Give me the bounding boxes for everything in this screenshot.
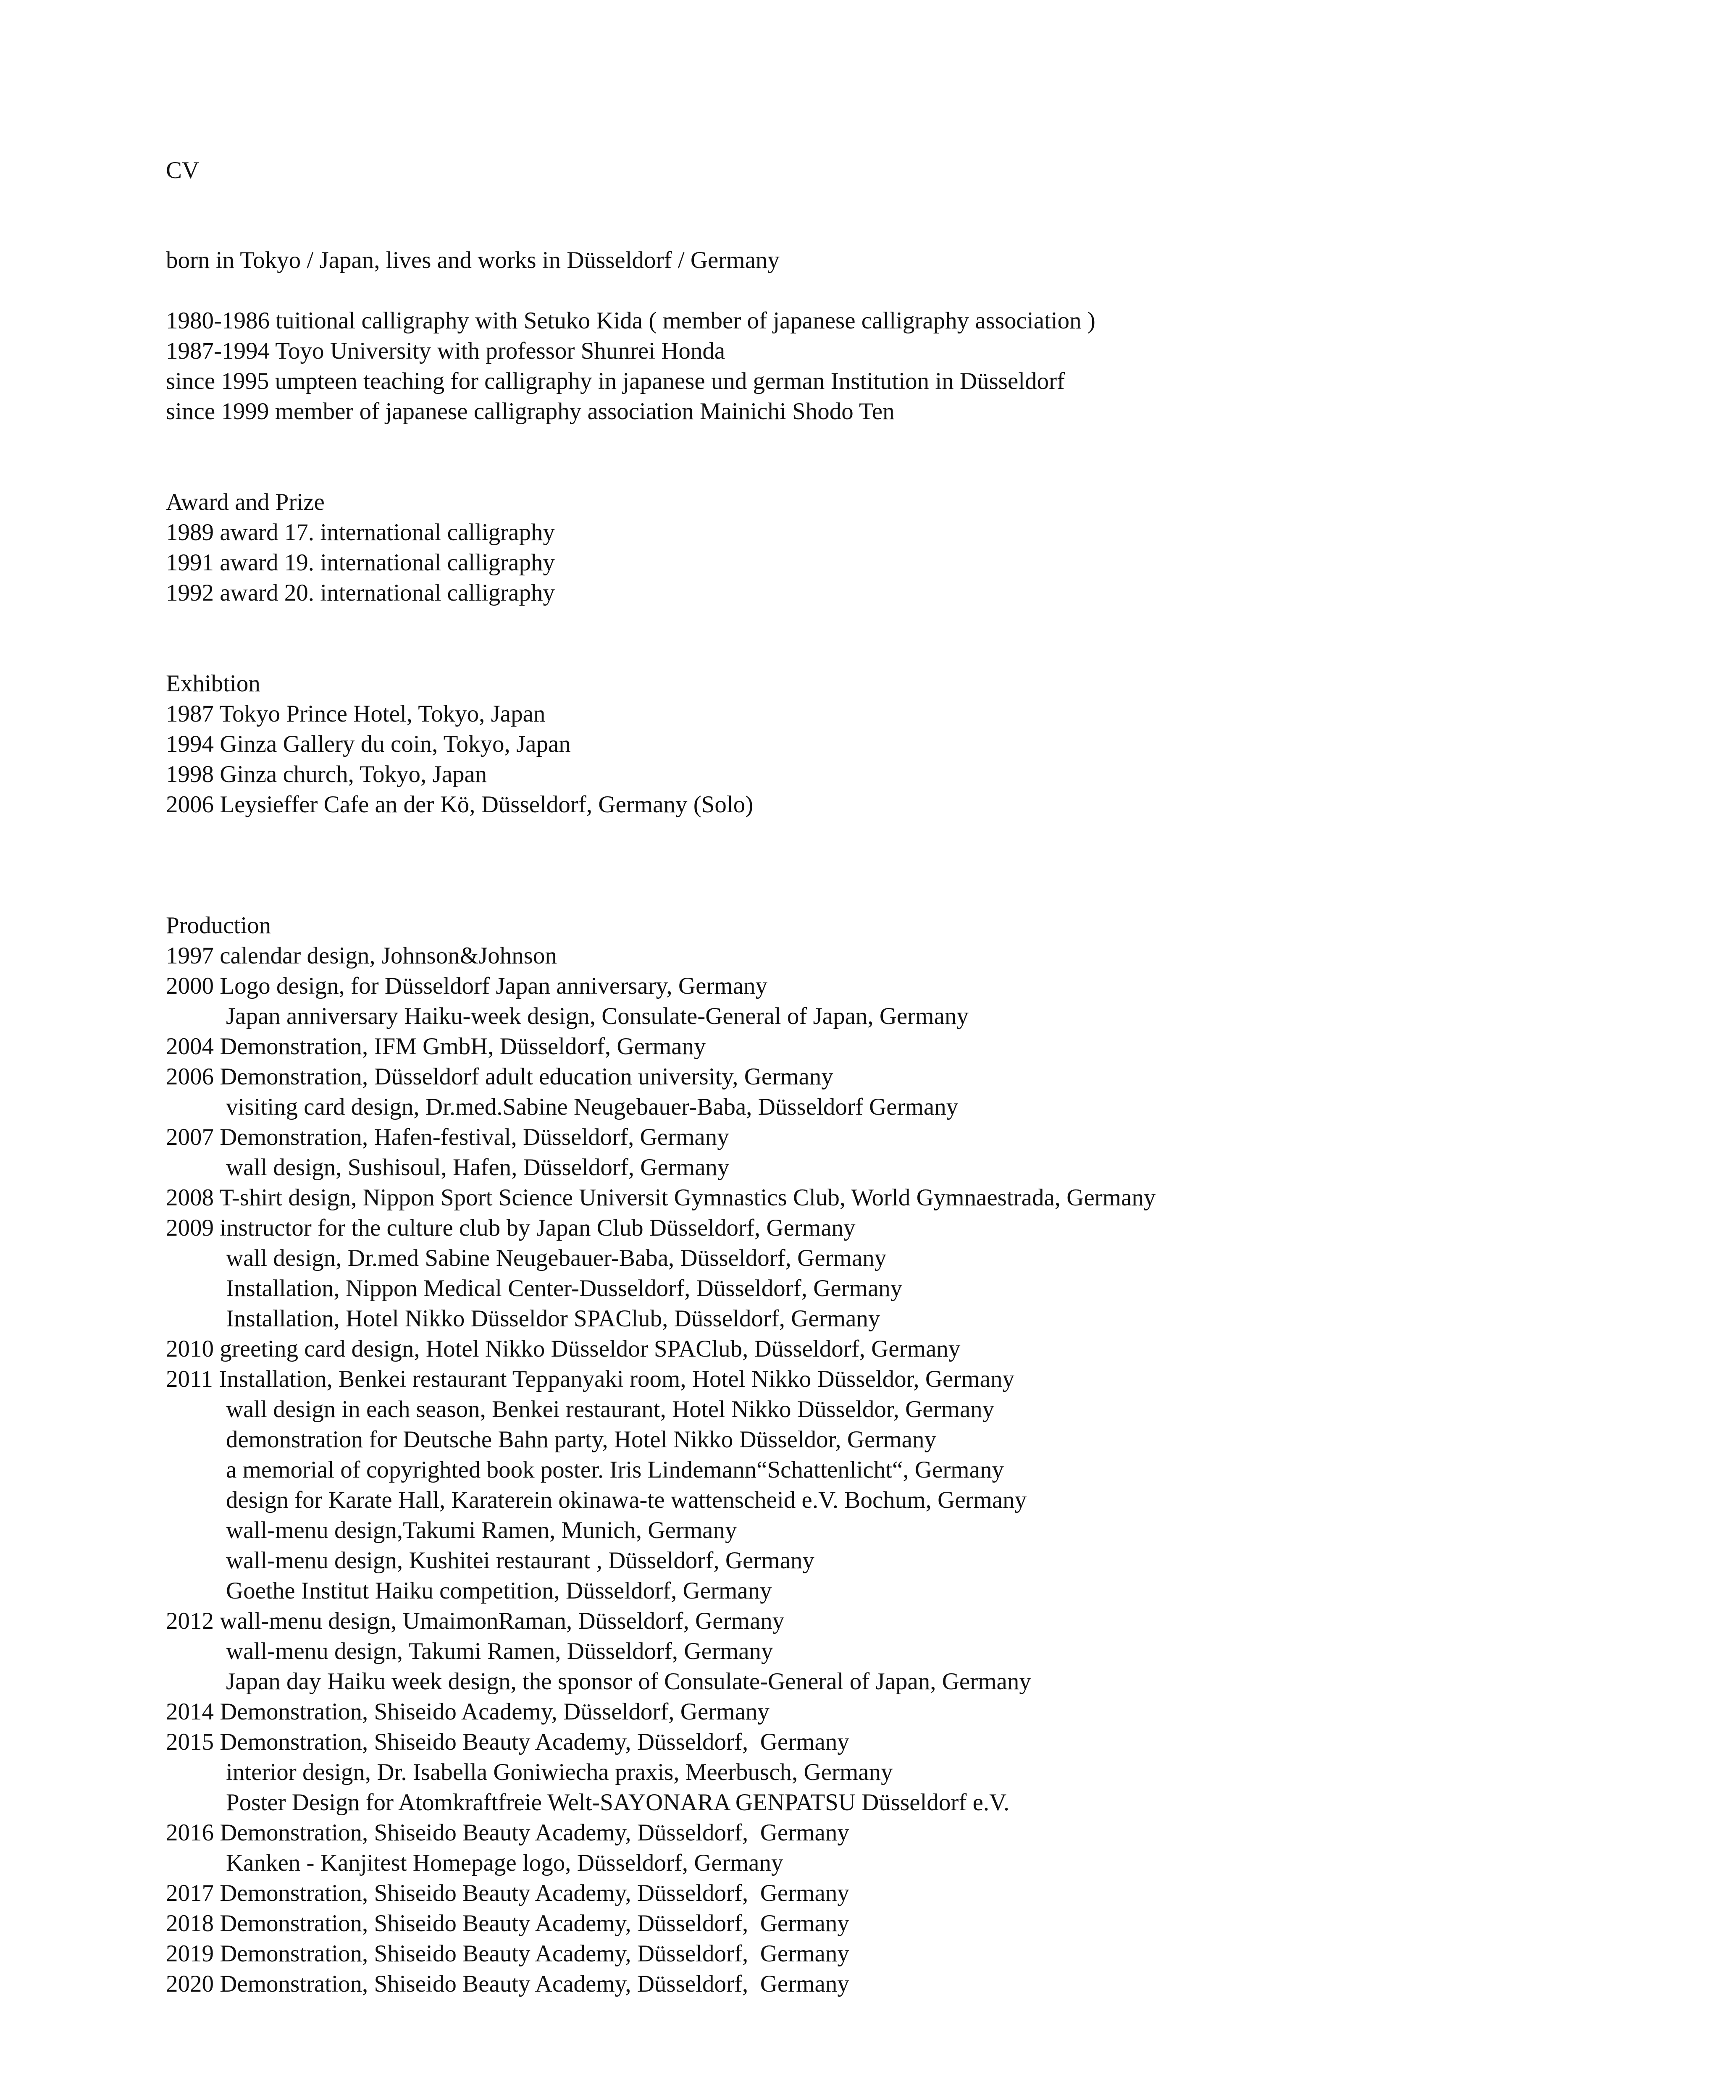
education-line: since 1995 umpteen teaching for calligraphy in japanese und german Institution in Düsseldorf	[166, 368, 1065, 394]
award-item: 1991 award 19. international calligraphy	[166, 549, 555, 576]
exhibition-item: 2006 Leysieffer Cafe an der Kö, Düsseldorf, Germany (Solo)	[166, 791, 754, 818]
production-item: 2011 Installation, Benkei restaurant Teppanyaki room, Hotel Nikko Düsseldor, Germany	[166, 1366, 1014, 1392]
production-item: Japan anniversary Haiku-week design, Consulate-General of Japan, Germany	[226, 1003, 969, 1029]
production-item: Installation, Nippon Medical Center-Dusseldorf, Düsseldorf, Germany	[226, 1275, 903, 1302]
production-item: Goethe Institut Haiku competition, Düsseldorf, Germany	[226, 1578, 772, 1604]
production-item: wall-menu design, Kushitei restaurant , Düsseldorf, Germany	[226, 1547, 814, 1574]
production-item: 2016 Demonstration, Shiseido Beauty Academy, Düsseldorf, Germany	[166, 1819, 849, 1846]
production-item: 2018 Demonstration, Shiseido Beauty Academy, Düsseldorf, Germany	[166, 1910, 849, 1937]
award-section	[166, 487, 1594, 608]
production-list	[166, 941, 1594, 1999]
production-item: 2017 Demonstration, Shiseido Beauty Academy, Düsseldorf, Germany	[166, 1880, 849, 1906]
award-item: 1992 award 20. international calligraphy	[166, 580, 555, 606]
born-statement: born in Tokyo / Japan, lives and works in Düsseldorf / Germany	[166, 247, 780, 273]
section-spacer	[166, 427, 1594, 487]
production-item: wall-menu design,Takumi Ramen, Munich, Germany	[226, 1517, 737, 1544]
production-heading: Production	[166, 912, 271, 939]
exhibition-heading: Exhibtion	[166, 670, 260, 697]
exhibition-item: 1994 Ginza Gallery du coin, Tokyo, Japan	[166, 731, 571, 757]
production-item: 2006 Demonstration, Düsseldorf adult education university, Germany	[166, 1063, 833, 1090]
production-item: 2007 Demonstration, Hafen-festival, Düsseldorf, Germany	[166, 1124, 729, 1150]
production-item: 1997 calendar design, Johnson&Johnson	[166, 942, 557, 969]
production-item: design for Karate Hall, Karaterein okinawa-te wattenscheid e.V. Bochum, Germany	[226, 1487, 1027, 1513]
production-item: interior design, Dr. Isabella Goniwiecha praxis, Meerbusch, Germany	[226, 1759, 893, 1785]
production-item: 2020 Demonstration, Shiseido Beauty Academy, Düsseldorf, Germany	[166, 1971, 849, 1997]
production-item: wall design, Sushisoul, Hafen, Düsseldorf, Germany	[226, 1154, 730, 1181]
section-spacer	[166, 608, 1594, 669]
production-item: Japan day Haiku week design, the sponsor of Consulate-General of Japan, Germany	[226, 1668, 1031, 1695]
page-title: CV	[166, 157, 200, 184]
production-item: 2015 Demonstration, Shiseido Beauty Academy, Düsseldorf, Germany	[166, 1729, 849, 1755]
production-item: Poster Design for Atomkraftfreie Welt-SAYONARA GENPATSU Düsseldorf e.V.	[226, 1789, 1010, 1816]
production-item: Kanken - Kanjitest Homepage logo, Düsseldorf, Germany	[226, 1850, 783, 1876]
production-item: demonstration for Deutsche Bahn party, Hotel Nikko Düsseldor, Germany	[226, 1426, 936, 1453]
exhibition-section	[166, 669, 1594, 820]
education-line: 1980-1986 tuitional calligraphy with Setuko Kida ( member of japanese calligraphy association )	[166, 307, 1095, 334]
production-item: visiting card design, Dr.med.Sabine Neugebauer-Baba, Düsseldorf Germany	[226, 1094, 959, 1120]
production-item: 2010 greeting card design, Hotel Nikko Düsseldor SPAClub, Düsseldorf, Germany	[166, 1336, 961, 1362]
production-item: 2009 instructor for the culture club by Japan Club Düsseldorf, Germany	[166, 1215, 856, 1241]
cv-content	[166, 155, 1594, 1999]
production-item: Installation, Hotel Nikko Düsseldor SPAClub, Düsseldorf, Germany	[226, 1305, 880, 1332]
production-item: wall-menu design, Takumi Ramen, Düsseldorf, Germany	[226, 1638, 773, 1664]
exhibition-item: 1998 Ginza church, Tokyo, Japan	[166, 761, 487, 788]
education-section	[166, 306, 1594, 427]
production-item: a memorial of copyrighted book poster. Iris Lindemann“Schattenlicht“, Germany	[226, 1457, 1004, 1483]
production-item: 2014 Demonstration, Shiseido Academy, Düsseldorf, Germany	[166, 1698, 770, 1725]
production-item: 2004 Demonstration, IFM GmbH, Düsseldorf, Germany	[166, 1033, 706, 1060]
production-item: wall design, Dr.med Sabine Neugebauer-Baba, Düsseldorf, Germany	[226, 1245, 887, 1271]
production-item: 2019 Demonstration, Shiseido Beauty Academy, Düsseldorf, Germany	[166, 1940, 849, 1967]
production-item: wall design in each season, Benkei restaurant, Hotel Nikko Düsseldor, Germany	[226, 1396, 995, 1423]
award-item: 1989 award 17. international calligraphy	[166, 519, 555, 546]
production-item: 2000 Logo design, for Düsseldorf Japan anniversary, Germany	[166, 973, 768, 999]
education-line: since 1999 member of japanese calligraphy association Mainichi Shodo Ten	[166, 398, 895, 425]
section-spacer	[166, 820, 1594, 911]
award-heading: Award and Prize	[166, 489, 325, 515]
production-item: 2008 T-shirt design, Nippon Sport Science Universit Gymnastics Club, World Gymnaestrada, Germany	[166, 1184, 1156, 1211]
production-item: 2012 wall-menu design, UmaimonRaman, Düsseldorf, Germany	[166, 1608, 785, 1634]
education-line: 1987-1994 Toyo University with professor Shunrei Honda	[166, 338, 725, 364]
exhibition-item: 1987 Tokyo Prince Hotel, Tokyo, Japan	[166, 701, 546, 727]
production-section	[166, 911, 1594, 1999]
